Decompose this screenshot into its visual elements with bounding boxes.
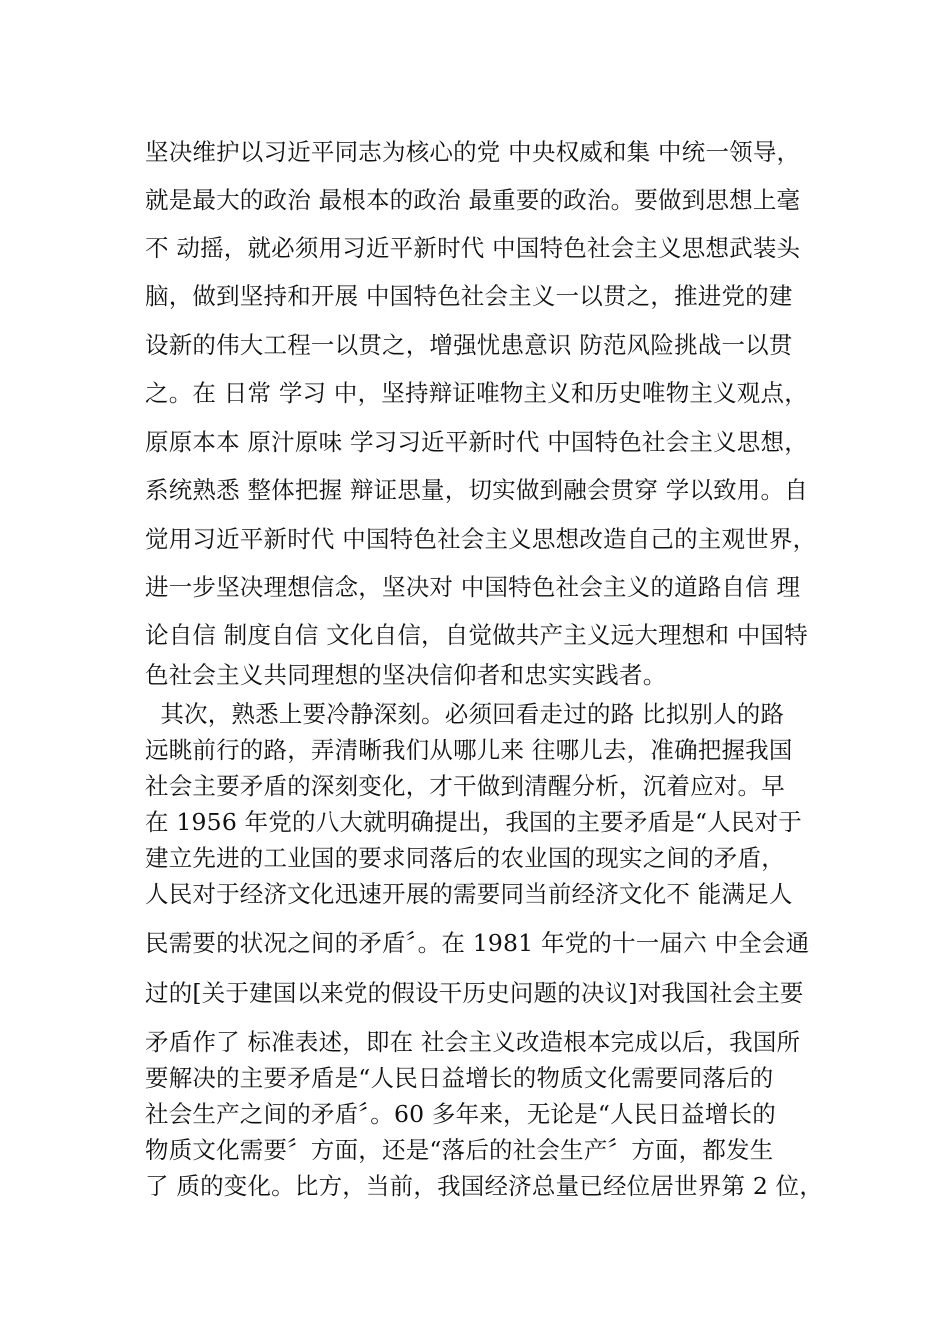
text-line: 在 1956 年党的八大就明确提出，我国的主要矛盾是“人民对于 <box>145 808 802 836</box>
text-line: 社会生产之间的矛盾〞。60 多年来，无论是“人民日益增长的 <box>145 1100 776 1128</box>
text-line: 要解决的主要矛盾是“人民日益增长的物质文化需要同落后的 <box>145 1064 774 1092</box>
text-line: 坚决维护以习近平同志为核心的党 中央权威和集 中统一领导， <box>145 138 801 166</box>
text-line: 远眺前行的路，弄清晰我们从哪儿来 往哪儿去，准确把握我国 <box>145 736 793 764</box>
text-line: 之。在 日常 学习 中，坚持辩证唯物主义和历史唯物主义观点， <box>145 379 808 407</box>
text-line: 过的[关于建国以来党的假设干历史问题的决议]对我国社会主要 <box>145 979 804 1007</box>
text-line: 矛盾作了 标准表述，即在 社会主义改造根本完成以后，我国所 <box>145 1028 801 1056</box>
text-line: 脑，做到坚持和开展 中国特色社会主义一以贯之，推进党的建 <box>145 282 793 310</box>
text-line: 建立先进的工业国的要求同落后的农业国的现实之间的矛盾， <box>145 844 785 872</box>
text-line: 社会主要矛盾的深刻变化，才干做到清醒分析，沉着应对。早 <box>145 772 785 800</box>
text-line: 系统熟悉 整体把握 辩证思量，切实做到融会贯穿 学以致用。自 <box>145 476 808 504</box>
text-line: 了 质的变化。比方，当前，我国经济总量已经位居世界第 2 位， <box>145 1172 824 1200</box>
paragraph-start-line: 其次，熟悉上要冷静深刻。必须回看走过的路 比拟别人的路 <box>145 700 785 728</box>
text-line: 色社会主义共同理想的坚决信仰者和忠实实践者。 <box>145 661 667 689</box>
text-line: 物质文化需要〞方面，还是“落后的社会生产〞方面，都发生 <box>145 1136 774 1164</box>
text-line: 人民对于经济文化迅速开展的需要同当前经济文化不 能满足人 <box>145 880 793 908</box>
text-line: 设新的伟大工程一以贯之，增强忧患意识 防范风险挑战一以贯 <box>145 331 793 359</box>
text-line: 民需要的状况之间的矛盾〞。在 1981 年党的十一届六 中全会通 <box>145 929 810 957</box>
text-line: 原原本本 原汁原味 学习习近平新时代 中国特色社会主义思想， <box>145 428 808 456</box>
text-line: 觉用习近平新时代 中国特色社会主义思想改造自己的主观世界， <box>145 525 817 553</box>
text-line: 不 动摇，就必须用习近平新时代 中国特色社会主义思想武装头 <box>145 234 801 262</box>
text-line: 论自信 制度自信 文化自信，自觉做共产主义远大理想和 中国特 <box>145 621 808 649</box>
text-line: 就是最大的政治 最根本的政治 最重要的政治。要做到思想上毫 <box>145 186 801 214</box>
text-line: 进一步坚决理想信念，坚决对 中国特色社会主义的道路自信 理 <box>145 573 801 601</box>
